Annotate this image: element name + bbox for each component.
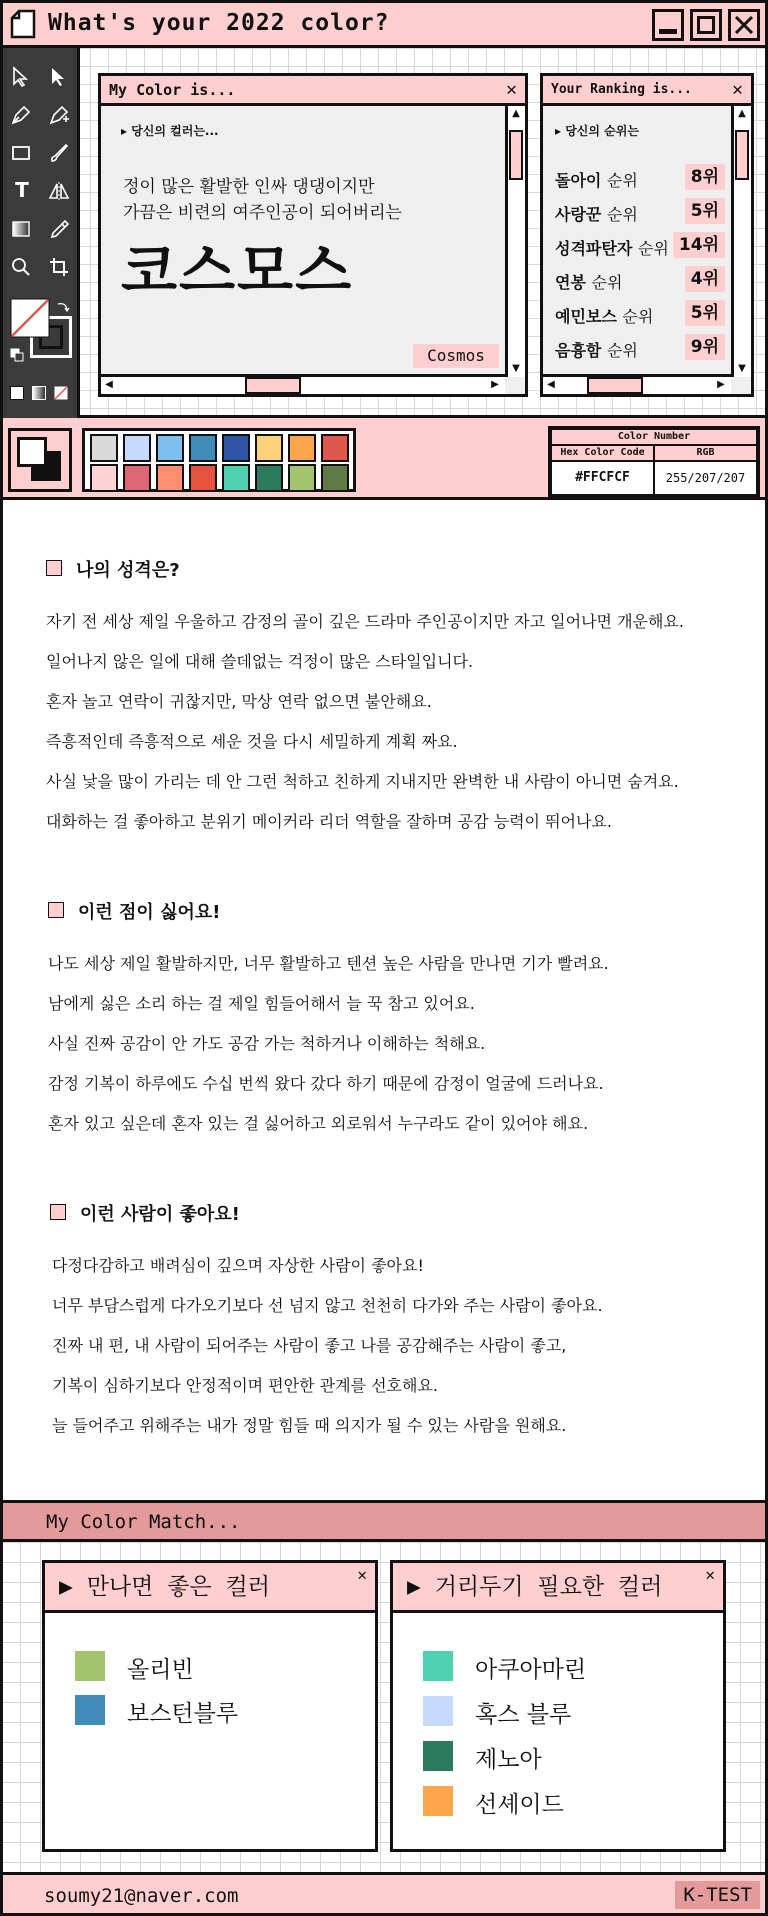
ranking-category: 사랑꾼 xyxy=(555,205,602,224)
ranking-category: 예민보스 xyxy=(555,307,617,326)
dislike-line: 나도 세상 제일 활발하지만, 너무 활발하고 텐션 높은 사람을 만나면 기가 빨려요. xyxy=(48,954,609,973)
ranking-category: 돌아이 xyxy=(555,171,602,190)
like-line: 너무 부담스럽게 다가오기보다 선 넘지 않고 천천히 다가와 주는 사람이 좋아요. xyxy=(52,1296,603,1315)
rgb-value: 255/207/207 xyxy=(654,461,757,495)
match-color-name: 아쿠아마린 xyxy=(475,1657,587,1683)
k-test-badge[interactable]: K-TEST xyxy=(675,1881,760,1909)
hex-label: Hex Color Code xyxy=(551,445,654,461)
like-line: 기복이 심하기보다 안정적이며 편안한 관계를 선호해요. xyxy=(52,1376,439,1395)
rgb-label: RGB xyxy=(654,445,757,461)
like-line: 진짜 내 편, 내 사람이 되어주는 사람이 좋고 나를 공감해주는 사람이 좋고, xyxy=(52,1336,567,1355)
color-name-korean: 코스모스 xyxy=(121,237,354,305)
color-name-english: Cosmos xyxy=(413,344,499,368)
ranking-value: 4위 xyxy=(685,266,725,292)
ranking-category: 음흉함 xyxy=(555,341,602,360)
text-tool-icon[interactable]: T xyxy=(15,178,29,202)
ranking-subhead: ▸ 당신의 순위는 xyxy=(555,124,639,138)
section-title-likes: 이런 사람이 좋아요! xyxy=(80,1204,240,1225)
scroll-up-arrow-icon[interactable]: ▲ xyxy=(512,108,520,119)
close-icon[interactable]: ✕ xyxy=(705,1565,715,1584)
ranking-suffix: 순위 xyxy=(606,205,638,224)
ranking-category: 연봉 xyxy=(555,273,586,292)
color-number-header: Color Number xyxy=(551,429,757,445)
section-title-personality: 나의 성격은? xyxy=(76,560,180,581)
scroll-down-arrow-icon[interactable]: ▼ xyxy=(738,363,746,374)
good-match-title: ▶ 만나면 좋은 컬러 xyxy=(59,1574,270,1600)
ranking-category: 성격파탄자 xyxy=(555,239,633,258)
ranking-value: 5위 xyxy=(685,198,725,224)
match-color-name: 혹스 블루 xyxy=(475,1702,572,1728)
dislike-line: 감정 기복이 하루에도 수십 번씩 왔다 갔다 하기 때문에 감정이 얼굴에 드러나요. xyxy=(48,1074,604,1093)
ranking-suffix: 순위 xyxy=(637,239,669,258)
match-color-name: 선셰이드 xyxy=(475,1792,564,1818)
close-icon[interactable]: ✕ xyxy=(357,1565,367,1584)
match-color-name: 올리빈 xyxy=(127,1657,194,1683)
ranking-value: 5위 xyxy=(685,300,725,326)
ranking-suffix: 순위 xyxy=(606,341,638,360)
personality-line: 자기 전 세상 제일 우울하고 감정의 골이 깊은 드라마 주인공이지만 자고 일어나면 개운해요. xyxy=(46,612,684,631)
scroll-right-arrow-icon[interactable]: ▶ xyxy=(717,379,725,390)
match-color-name: 보스턴블루 xyxy=(127,1701,239,1727)
color-subhead: ▸ 당신의 컬러는... xyxy=(121,124,219,138)
color-desc-line-1: 정이 많은 활발한 인싸 댕댕이지만 xyxy=(123,177,375,197)
scroll-left-arrow-icon[interactable]: ◀ xyxy=(547,379,555,390)
hex-value: #FFCFCF xyxy=(551,461,654,495)
personality-line: 혼자 놀고 연락이 귀찮지만, 막상 연락 없으면 불안해요. xyxy=(46,692,432,711)
color-window-title: My Color is... xyxy=(109,81,236,99)
footer-email[interactable]: soumy21@naver.com xyxy=(44,1885,239,1907)
personality-line: 사실 낯을 많이 가리는 데 안 그런 척하고 친하게 지내지만 완벽한 내 사람이 아니면 숨겨요. xyxy=(46,772,679,791)
scroll-down-arrow-icon[interactable]: ▼ xyxy=(512,363,520,374)
ranking-suffix: 순위 xyxy=(606,171,638,190)
dislike-line: 혼자 있고 싶은데 혼자 있는 걸 싫어하고 외로워서 누구라도 같이 있어야 해요. xyxy=(48,1114,589,1133)
like-line: 다정다감하고 배려심이 깊으며 자상한 사람이 좋아요! xyxy=(52,1256,424,1275)
bad-match-title: ▶ 거리두기 필요한 컬러 xyxy=(407,1574,663,1600)
ranking-value: 9위 xyxy=(685,334,725,360)
scroll-up-arrow-icon[interactable]: ▲ xyxy=(738,108,746,119)
ranking-value: 14위 xyxy=(673,232,725,258)
close-icon[interactable]: ✕ xyxy=(732,79,743,100)
color-match-title: My Color Match... xyxy=(46,1511,241,1533)
scroll-right-arrow-icon[interactable]: ▶ xyxy=(491,379,499,390)
scroll-left-arrow-icon[interactable]: ◀ xyxy=(105,379,113,390)
ranking-value: 8위 xyxy=(685,164,725,190)
section-title-dislikes: 이런 점이 싫어요! xyxy=(78,902,221,923)
foreground-color[interactable] xyxy=(17,437,47,467)
like-line: 늘 들어주고 위해주는 내가 정말 힘들 때 의지가 될 수 있는 사람을 원해요. xyxy=(52,1416,567,1435)
ranking-suffix: 순위 xyxy=(622,307,654,326)
color-desc-line-2: 가끔은 비련의 여주인공이 되어버리는 xyxy=(123,203,402,223)
dislike-line: 사실 진짜 공감이 안 가도 공감 가는 척하거나 이해하는 척해요. xyxy=(48,1034,486,1053)
dislike-line: 남에게 싫은 소리 하는 걸 제일 힘들어해서 늘 꾹 참고 있어요. xyxy=(48,994,475,1013)
personality-line: 즉흥적인데 즉흥적으로 세운 것을 다시 세밀하게 계획 짜요. xyxy=(46,732,458,751)
close-icon[interactable]: ✕ xyxy=(506,79,517,100)
ranking-window-title: Your Ranking is... xyxy=(551,82,692,97)
app-title: What's your 2022 color? xyxy=(48,10,390,36)
match-color-name: 제노아 xyxy=(475,1747,542,1773)
ranking-suffix: 순위 xyxy=(591,273,623,292)
personality-line: 대화하는 걸 좋아하고 분위기 메이커라 리더 역할을 잘하며 공감 능력이 뛰어나요. xyxy=(46,812,612,831)
personality-line: 일어나지 않은 일에 대해 쓸데없는 걱정이 많은 스타일입니다. xyxy=(46,652,474,671)
